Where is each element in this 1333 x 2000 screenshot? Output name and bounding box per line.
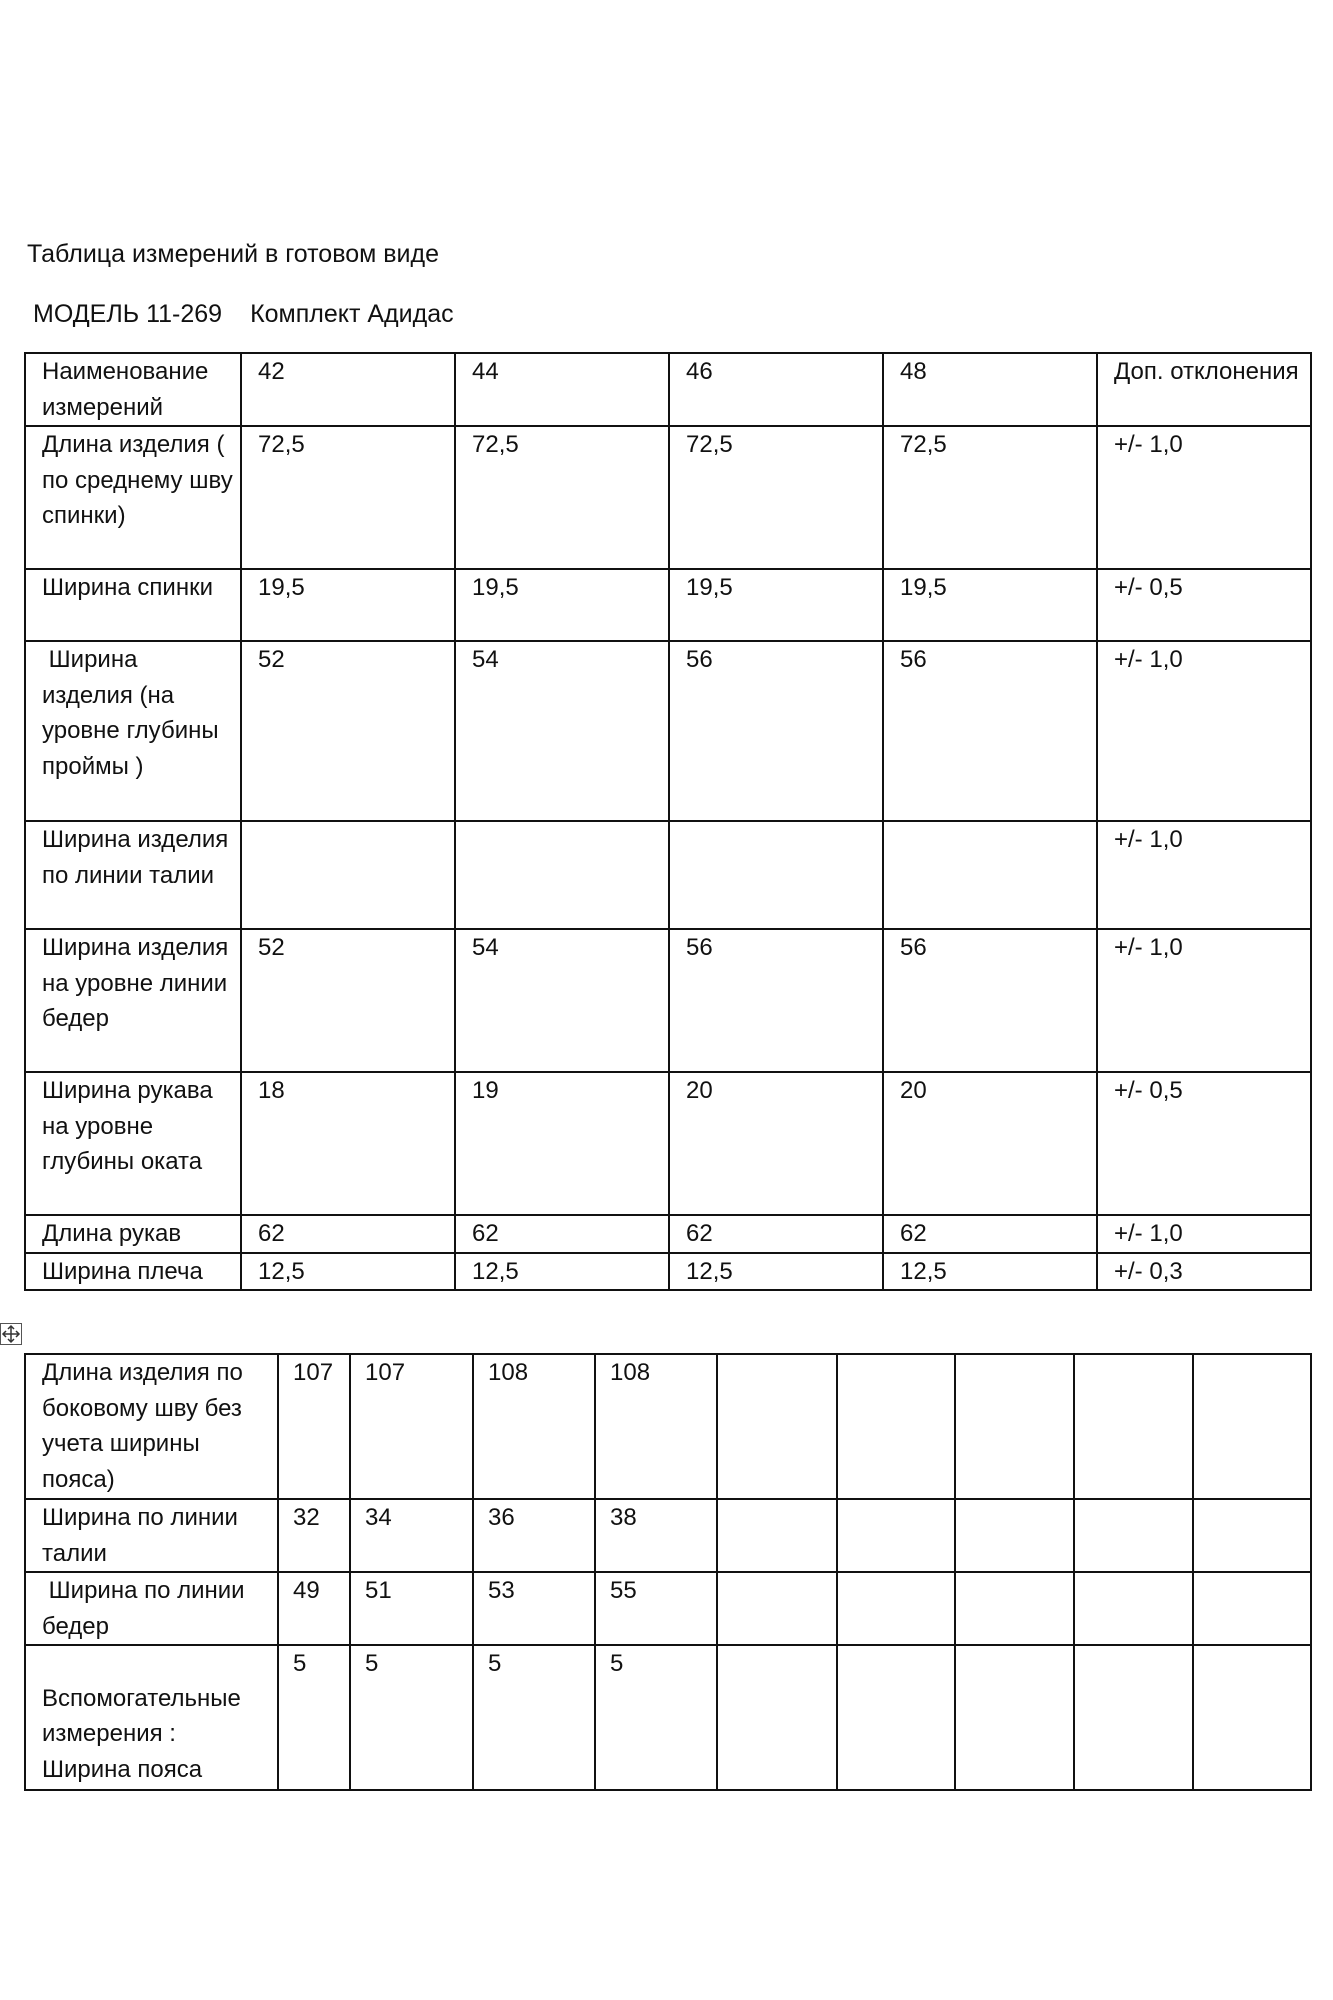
- row-value: 19,5: [883, 569, 1097, 641]
- row-value: 54: [455, 641, 669, 821]
- table-row: [25, 426, 1311, 569]
- row-value: 72,5: [241, 426, 455, 569]
- empty-cell: [1193, 1572, 1311, 1645]
- row-value: [241, 821, 455, 929]
- empty-cell: [837, 1354, 955, 1499]
- row-value: 52: [241, 641, 455, 821]
- row-value: 18: [241, 1072, 455, 1215]
- empty-cell: [1193, 1499, 1311, 1572]
- row-value: 19: [455, 1072, 669, 1215]
- row-label: Ширина плеча: [25, 1253, 241, 1291]
- row-tolerance: +/- 1,0: [1097, 426, 1311, 569]
- product-name: Комплект Адидас: [250, 300, 454, 328]
- table-row: [25, 1253, 1311, 1291]
- header-cell-size-48: 48: [883, 353, 1097, 426]
- empty-cell: [717, 1645, 837, 1790]
- row-value: 72,5: [669, 426, 883, 569]
- row-value: 53: [473, 1572, 595, 1645]
- measurements-table: [24, 352, 1312, 1291]
- row-value: 5: [350, 1645, 473, 1790]
- table-row: [25, 1354, 1311, 1499]
- row-value: 20: [883, 1072, 1097, 1215]
- table-row: [25, 641, 1311, 821]
- row-value: 52: [241, 929, 455, 1072]
- row-value: 19,5: [455, 569, 669, 641]
- row-value: [455, 821, 669, 929]
- row-tolerance: +/- 0,5: [1097, 1072, 1311, 1215]
- empty-cell: [1074, 1572, 1193, 1645]
- empty-cell: [1074, 1645, 1193, 1790]
- row-value: 32: [278, 1499, 350, 1572]
- empty-cell: [955, 1572, 1074, 1645]
- row-tolerance: +/- 1,0: [1097, 929, 1311, 1072]
- row-label: Ширина изделия (на уровне глубины проймы ): [25, 641, 241, 821]
- row-value: 108: [595, 1354, 717, 1499]
- row-label: Ширина по линии бедер: [25, 1572, 278, 1645]
- empty-cell: [837, 1572, 955, 1645]
- row-value: 56: [669, 641, 883, 821]
- table-row: [25, 929, 1311, 1072]
- table-row: [25, 821, 1311, 929]
- empty-cell: [837, 1499, 955, 1572]
- row-value: 49: [278, 1572, 350, 1645]
- row-value: 56: [669, 929, 883, 1072]
- row-value: 20: [669, 1072, 883, 1215]
- empty-cell: [1074, 1499, 1193, 1572]
- row-value: 12,5: [241, 1253, 455, 1291]
- empty-cell: [1193, 1354, 1311, 1499]
- row-value: 5: [278, 1645, 350, 1790]
- header-cell-tolerance: Доп. отклонения: [1097, 353, 1311, 426]
- table-row: [25, 1645, 1311, 1790]
- row-value: 62: [241, 1215, 455, 1253]
- table-row: [25, 569, 1311, 641]
- document-title: Таблица измерений в готовом виде: [27, 240, 439, 268]
- row-value: [883, 821, 1097, 929]
- row-value: 55: [595, 1572, 717, 1645]
- header-cell-size-46: 46: [669, 353, 883, 426]
- model-line: [33, 299, 454, 329]
- table-header-row: [25, 353, 1311, 426]
- row-value: 12,5: [669, 1253, 883, 1291]
- row-value: 62: [455, 1215, 669, 1253]
- header-cell-name: Наименование измерений: [25, 353, 241, 426]
- empty-cell: [717, 1354, 837, 1499]
- row-value: 62: [883, 1215, 1097, 1253]
- trousers-measurements-table: [24, 1353, 1312, 1791]
- row-value: 56: [883, 641, 1097, 821]
- row-value: 36: [473, 1499, 595, 1572]
- empty-cell: [1193, 1645, 1311, 1790]
- row-value: 72,5: [455, 426, 669, 569]
- row-label: Длина изделия ( по среднему шву спинки): [25, 426, 241, 569]
- row-label: Ширина спинки: [25, 569, 241, 641]
- row-label: Ширина изделия на уровне линии бедер: [25, 929, 241, 1072]
- row-value: 5: [473, 1645, 595, 1790]
- empty-cell: [837, 1645, 955, 1790]
- row-tolerance: +/- 1,0: [1097, 641, 1311, 821]
- row-value: 12,5: [883, 1253, 1097, 1291]
- table-row: [25, 1499, 1311, 1572]
- row-value: 54: [455, 929, 669, 1072]
- table-row: [25, 1215, 1311, 1253]
- table-row: [25, 1572, 1311, 1645]
- row-value: 12,5: [455, 1253, 669, 1291]
- row-value: 19,5: [669, 569, 883, 641]
- move-arrows-icon[interactable]: [0, 1323, 22, 1345]
- row-label: Длина рукав: [25, 1215, 241, 1253]
- row-label: Вспомогательные измерения : Ширина пояса: [25, 1645, 278, 1790]
- empty-cell: [1074, 1354, 1193, 1499]
- row-tolerance: +/- 0,5: [1097, 569, 1311, 641]
- row-label: Ширина рукава на уровне глубины оката: [25, 1072, 241, 1215]
- row-value: 19,5: [241, 569, 455, 641]
- empty-cell: [717, 1572, 837, 1645]
- empty-cell: [955, 1645, 1074, 1790]
- row-value: [669, 821, 883, 929]
- row-value: 107: [350, 1354, 473, 1499]
- row-value: 107: [278, 1354, 350, 1499]
- empty-cell: [955, 1354, 1074, 1499]
- empty-cell: [955, 1499, 1074, 1572]
- row-tolerance: +/- 1,0: [1097, 1215, 1311, 1253]
- row-value: 51: [350, 1572, 473, 1645]
- row-label: Длина изделия по боковому шву без учета ширины пояса): [25, 1354, 278, 1499]
- row-value: 72,5: [883, 426, 1097, 569]
- row-label: Ширина по линии талии: [25, 1499, 278, 1572]
- row-value: 56: [883, 929, 1097, 1072]
- row-tolerance: +/- 0,3: [1097, 1253, 1311, 1291]
- row-value: 34: [350, 1499, 473, 1572]
- row-value: 38: [595, 1499, 717, 1572]
- row-value: 5: [595, 1645, 717, 1790]
- model-number: МОДЕЛЬ 11-269: [33, 300, 223, 328]
- row-label: Ширина изделия по линии талии: [25, 821, 241, 929]
- row-value: 62: [669, 1215, 883, 1253]
- row-tolerance: +/- 1,0: [1097, 821, 1311, 929]
- empty-cell: [717, 1499, 837, 1572]
- header-cell-size-42: 42: [241, 353, 455, 426]
- table-row: [25, 1072, 1311, 1215]
- header-cell-size-44: 44: [455, 353, 669, 426]
- row-value: 108: [473, 1354, 595, 1499]
